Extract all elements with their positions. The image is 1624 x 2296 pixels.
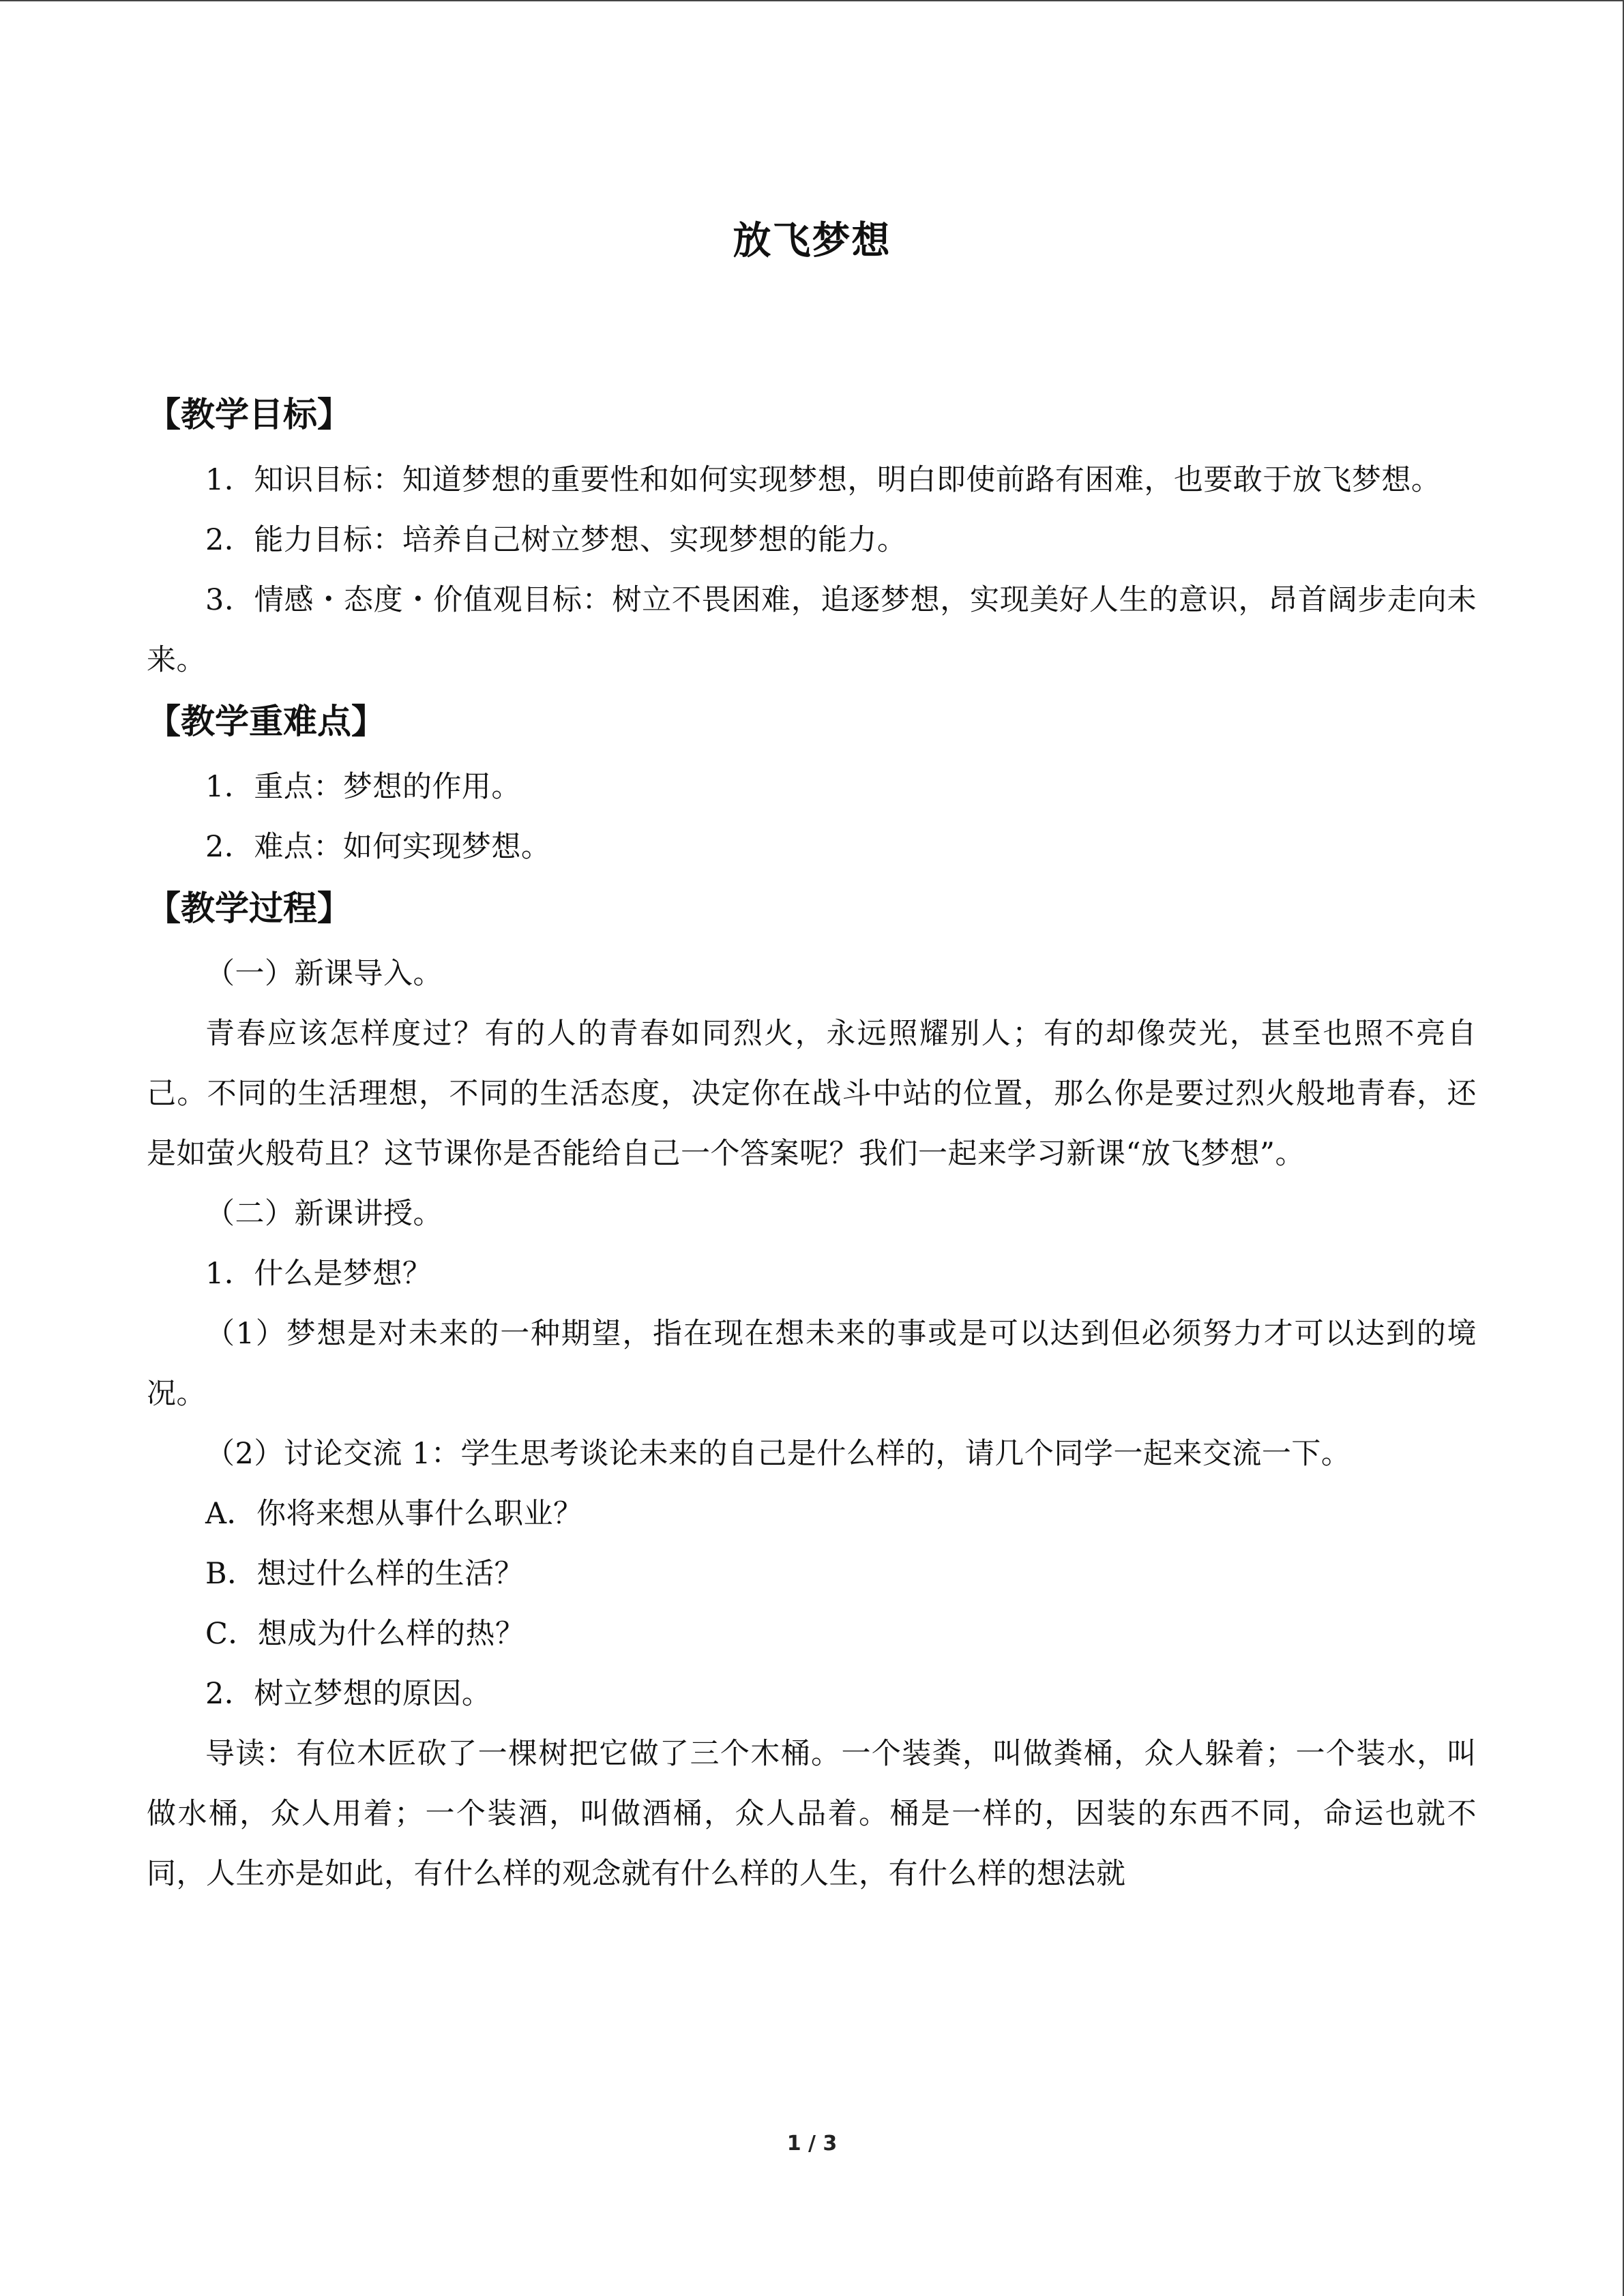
paragraph: 1．知识目标：知道梦想的重要性和如何实现梦想，明白即使前路有困难，也要敢于放飞梦想。 <box>205 463 1441 497</box>
paragraph: 导读：有位木匠砍了一棵树把它做了三个木桶。一个装粪，叫做粪桶，众人躲着；一个装水，叫做水桶，众人用着；一个装酒，叫做酒桶，众人品着。桶是一样的，因装的东西不同，命运也就不同，人生亦是如此，有什么样的观念就有什么样的人生，有什么样的想法就 <box>147 1737 1477 1891</box>
section-heading: 【教学过程】 <box>147 889 351 928</box>
section-teaching-process <box>147 877 1477 1904</box>
paragraph: 1．重点：梦想的作用。 <box>205 770 521 804</box>
paragraph: 2．难点：如何实现梦想。 <box>205 830 551 864</box>
document-body <box>147 383 1477 1904</box>
section-key-points <box>147 690 1477 877</box>
section-teaching-objectives <box>147 383 1477 690</box>
paragraph: （2）讨论交流 1：学生思考谈论未来的自己是什么样的，请几个同学一起来交流一下。 <box>205 1437 1351 1471</box>
paragraph: 青春应该怎样度过？有的人的青春如同烈火，永远照耀别人；有的却像荧光，甚至也照不亮自己。不同的生活理想，不同的生活态度，决定你在战斗中站的位置，那么你是要过烈火般地青春，还是如萤火般苟且？这节课你是否能给自己一个答案呢？我们一起来学习新课“放飞梦想”。 <box>147 1017 1477 1171</box>
document-title: 放飞梦想 <box>733 219 891 263</box>
paragraph: （一）新课导入。 <box>205 957 443 991</box>
list-item: B．想过什么样的生活？ <box>205 1557 525 1591</box>
section-heading: 【教学目标】 <box>147 395 351 434</box>
paragraph: 2．能力目标：培养自己树立梦想、实现梦想的能力。 <box>205 523 907 557</box>
paragraph: 3．情感・态度・价值观目标：树立不畏困难，追逐梦想，实现美好人生的意识，昂首阔步走向未来。 <box>147 583 1477 677</box>
paragraph: （1）梦想是对未来的一种期望，指在现在想未来的事或是可以达到但必须努力才可以达到的境况。 <box>147 1317 1477 1411</box>
paragraph: 2．树立梦想的原因。 <box>205 1677 492 1711</box>
section-heading: 【教学重难点】 <box>147 702 385 741</box>
list-item: C．想成为什么样的热？ <box>205 1617 525 1651</box>
paragraph: （二）新课讲授。 <box>205 1197 443 1231</box>
page-number: 1 / 3 <box>786 2132 838 2156</box>
paragraph: 1．什么是梦想？ <box>205 1257 432 1291</box>
list-item: A．你将来想从事什么职业？ <box>205 1497 583 1531</box>
